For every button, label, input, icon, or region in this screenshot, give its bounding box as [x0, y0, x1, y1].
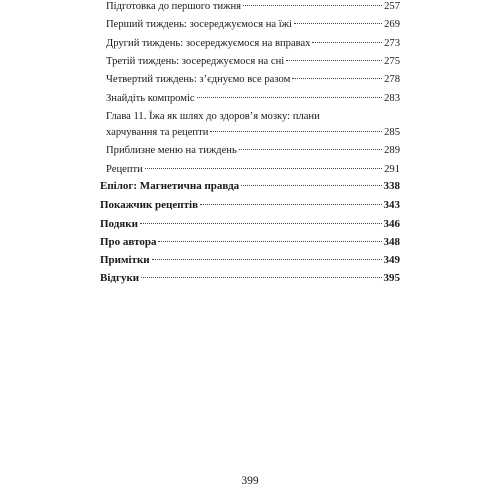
- toc-entry-page: 273: [384, 38, 400, 49]
- dot-leader: [294, 23, 382, 24]
- dot-leader: [141, 277, 381, 278]
- toc-entry: [106, 0, 400, 13]
- toc-entry: [100, 218, 400, 231]
- toc-entry-title: Про автора: [100, 236, 157, 248]
- toc-entry-page: 269: [384, 19, 400, 30]
- page-number: 399: [241, 475, 259, 487]
- toc-entry-page: 346: [383, 218, 400, 230]
- toc-entry-page: 278: [384, 74, 400, 85]
- toc-entry: [100, 236, 400, 249]
- toc-entry-title-line2: харчування та рецепти: [106, 127, 209, 138]
- toc-entry: [100, 272, 400, 285]
- toc-entry-title: Рецепти: [106, 164, 143, 175]
- toc-entry-page: 338: [383, 180, 400, 192]
- toc-entry-title: Покажчик рецептів: [100, 199, 199, 211]
- toc-entry-title: Підготовка до першого тижня: [106, 1, 241, 12]
- toc-entry-page: 348: [383, 236, 400, 248]
- dot-leader: [241, 185, 381, 186]
- dot-leader: [200, 204, 381, 205]
- toc-entry: [106, 55, 400, 68]
- toc-entry: [100, 199, 400, 212]
- toc-entry-title: Знайдіть компроміс: [106, 93, 195, 104]
- dot-leader: [197, 97, 383, 98]
- dot-leader: [158, 241, 381, 242]
- toc-entry-title: Відгуки: [100, 272, 140, 284]
- toc-entry-title: Четвертий тиждень: з’єднуємо все разом: [106, 74, 291, 85]
- toc-entry-page: 289: [384, 145, 400, 156]
- toc-entry-page: 291: [384, 164, 400, 175]
- dot-leader: [286, 60, 382, 61]
- toc-entry: [106, 163, 400, 176]
- toc-entry-title: Приблизне меню на тиждень: [106, 145, 237, 156]
- toc-entry-page: 285: [384, 127, 400, 138]
- toc-entry: [106, 37, 400, 50]
- dot-leader: [312, 42, 382, 43]
- toc-entry-page: 283: [384, 93, 400, 104]
- dot-leader: [210, 131, 382, 132]
- dot-leader: [140, 223, 382, 224]
- dot-leader: [145, 168, 382, 169]
- dot-leader: [243, 5, 382, 6]
- dot-leader: [152, 259, 382, 260]
- toc-entry-title: Третій тиждень: зосереджуємося на сні: [106, 56, 285, 67]
- toc-entry-page: 395: [383, 272, 400, 284]
- toc-entry-title: Епілог: Магнетична правда: [100, 180, 240, 192]
- toc-entry: [106, 73, 400, 86]
- toc-entry-title: Примітки: [100, 254, 150, 266]
- toc-entry: [106, 110, 400, 139]
- dot-leader: [292, 78, 382, 79]
- toc-entry: [106, 92, 400, 105]
- toc-entry-page: 343: [383, 199, 400, 211]
- toc-entry-title-line1: Глава 11. Їжа як шлях до здоров’я мозку: плани: [106, 111, 320, 122]
- dot-leader: [239, 149, 382, 150]
- toc-entry-page: 349: [383, 254, 400, 266]
- toc-entry: [106, 18, 400, 31]
- toc-entry: [100, 254, 400, 267]
- toc-entry: [106, 144, 400, 157]
- toc-entry-title: Другий тиждень: зосереджуємося на вправах: [106, 38, 311, 49]
- toc-entry-title: Перший тиждень: зосереджуємося на їжі: [106, 19, 292, 30]
- toc-entry-page: 275: [384, 56, 400, 67]
- toc-entry-page: 257: [384, 1, 400, 12]
- toc-entry: [100, 180, 400, 193]
- toc-entry-title: Подяки: [100, 218, 138, 230]
